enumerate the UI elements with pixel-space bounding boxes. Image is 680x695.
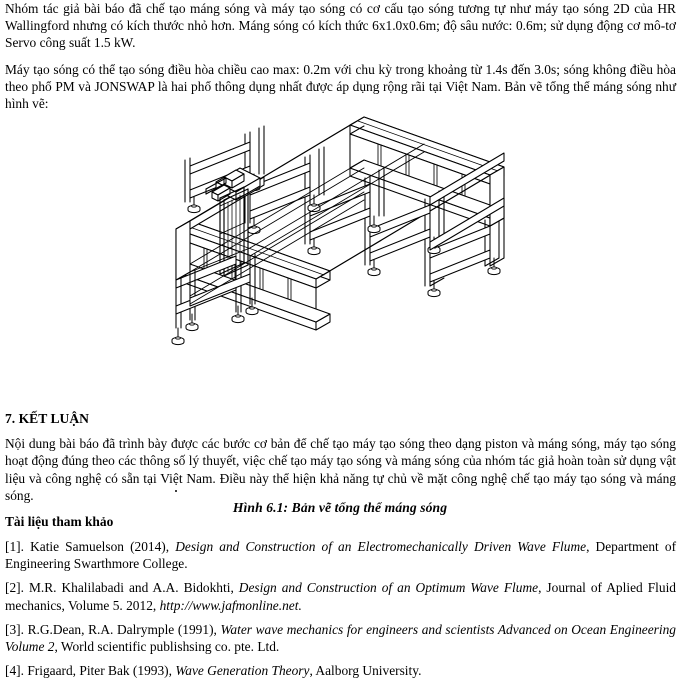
reference-marker: [3]. (5, 621, 24, 637)
reference-pre: Katie Samuelson (2014), (23, 539, 176, 555)
reference-pre: M.R. Khalilabadi and A.A. Bidokhti, (23, 580, 239, 596)
reference-marker: [1]. (5, 539, 24, 555)
reference-title: Wave Generation Theory (175, 663, 310, 679)
reference-item-3 (0, 621, 680, 655)
reference-pre: Frigaard, Piter Bak (1993), (23, 663, 176, 679)
wave-flume-drawing (168, 106, 528, 386)
reference-post: , Department of Engineering Swarthmore College. (5, 539, 677, 572)
references-heading: Tài liệu tham khảo (5, 514, 114, 530)
reference-title: Water wave mechanics for engineers and scientists Advanced on Ocean Engineering Volume 2 (5, 621, 677, 655)
reference-marker: [2]. (5, 580, 24, 596)
paragraph-conclusion: Nội dung bài báo đã trình bày được các bước cơ bản để chế tạo máy tạo sóng theo dạng piston và máng sóng, máy tạo sóng hoạt động đúng theo các thông số lý thuyết, việc chế tạo máy tạo sóng và máng sóng của nhóm tác giả hoàn toàn sử dụng vật liệu và công nghệ có sẵn tại Việt Nam. Điều này thể hiện khả năng tự chủ về mặt công nghệ chế tạo máy tạo sóng và máng sóng. (5, 436, 676, 503)
section-heading-conclusion: 7. KẾT LUẬN (5, 411, 89, 427)
reference-title: Design and Construction of an Electromechanically Driven Wave Flume (175, 539, 587, 555)
reference-item-4 (0, 662, 680, 679)
reference-post: , World scientific publishsing co. pte. Ltd. (54, 639, 280, 655)
reference-pre: R.G.Dean, R.A. Dalrymple (1991), (23, 621, 221, 637)
paragraph-intro-2: Máy tạo sóng có thể tạo sóng điều hòa chiều cao max: 0.2m với chu kỳ trong khoảng từ 1.4s đến 3.0s; sóng không điều hòa theo phổ PM và JONSWAP là hai phổ thông dụng nhất được áp dụng rộng rãi tại Việt Nam. Bản vẽ tổng thể máng sóng như hình vẽ: (5, 61, 676, 112)
reference-url: http://www.jafmonline.net. (159, 597, 302, 613)
reference-marker: [4]. (5, 663, 24, 679)
reference-post: , Aalborg University. (309, 663, 422, 679)
reference-post: , Journal of Aplied Fluid mechanics, Volume 5. 2012, (5, 580, 676, 613)
reference-title: Design and Construction of an Optimum Wave Flume (238, 580, 539, 596)
paragraph-intro-1: Nhóm tác giả bài báo đã chế tạo máng sóng và máy tạo sóng có cơ cấu tạo sóng tương tự như máy tạo sóng 2D của HR Wallingford nhưng có kích thước nhỏ hơn. Máng sóng có kích thức 6x1.0x0.6m; độ sâu nước: 0.6m; sử dụng động cơ mô-tơ Servo công suất 1.5 kW. (5, 1, 676, 51)
figure-caption: Hình 6.1: Bản vẽ tổng thể máng sóng (232, 500, 448, 516)
reference-item-1 (0, 538, 680, 572)
reference-item-2 (0, 579, 680, 613)
wave-flume-isometric-svg (168, 106, 528, 386)
